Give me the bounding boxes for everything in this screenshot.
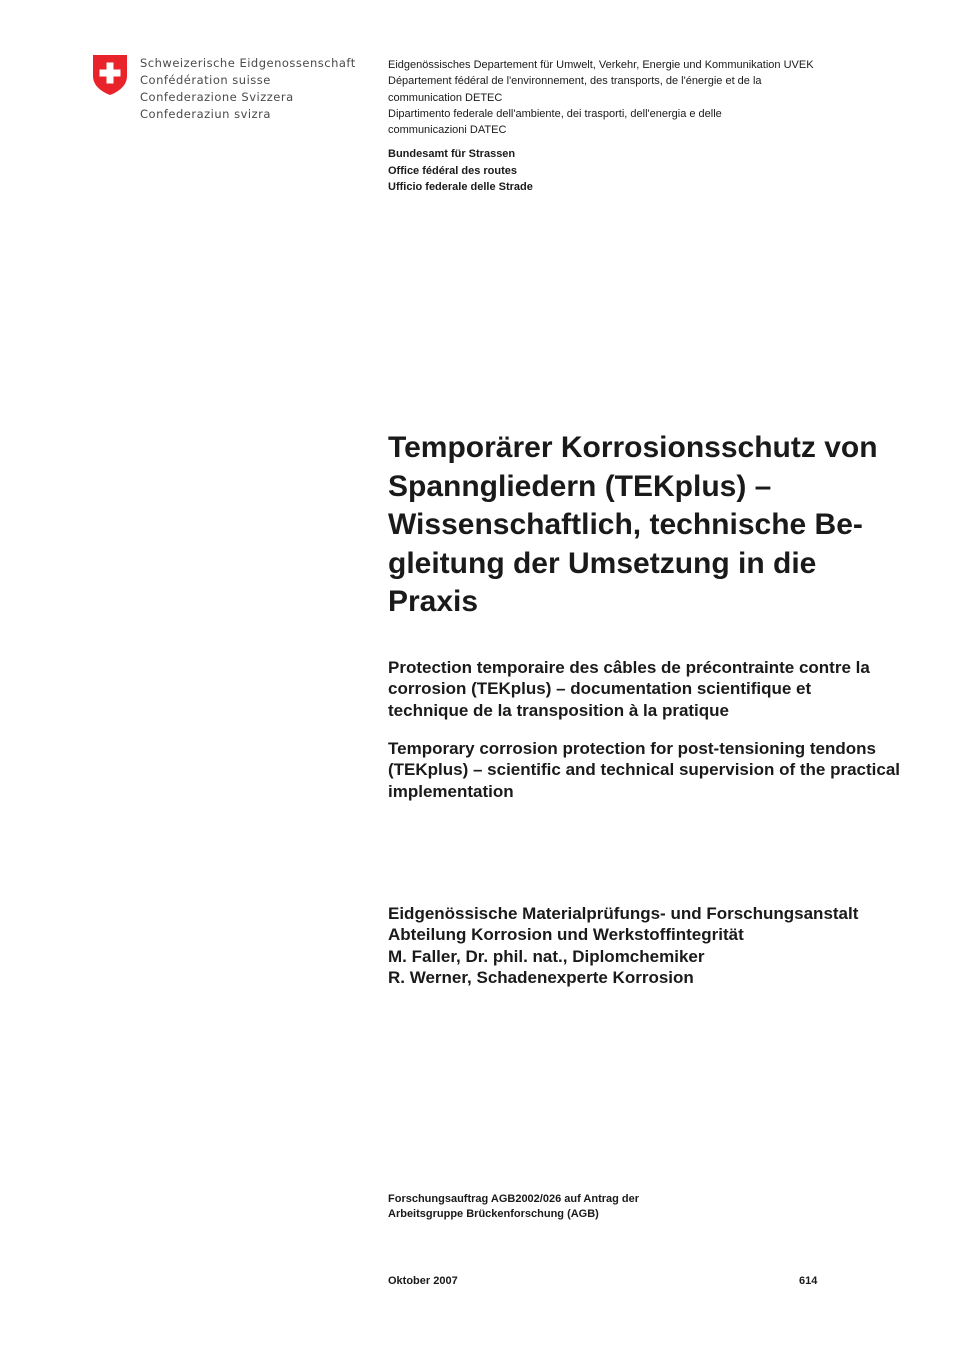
author-name: R. Werner, Schadenexperte Korrosion (388, 967, 694, 987)
office-name-fr: Office fédéral des routes (388, 164, 517, 177)
subtitle-line: Protection temporaire des câbles de précontrainte contre la (388, 658, 870, 677)
research-order (388, 1192, 639, 1222)
department-line: communication DETEC (388, 91, 503, 104)
department-line: Eidgenössisches Departement für Umwelt, Verkehr, Energie und Kommunikation UVEK (388, 59, 814, 71)
title-line: Wissenschaftlich, technische Be- (388, 508, 863, 541)
department-name: Abteilung Korrosion und Werkstoffintegrität (388, 925, 744, 945)
department-block (388, 57, 888, 138)
report-title (388, 429, 948, 622)
publication-date: Oktober 2007 (388, 1275, 458, 1287)
subtitle-line: technique de la transposition à la pratique (388, 700, 730, 720)
subtitle-line: (TEKplus) – scientific and technical supervision of the practical (388, 760, 901, 780)
swiss-shield-icon (92, 54, 128, 96)
subtitle-english (388, 738, 948, 802)
subtitle-french (388, 657, 948, 721)
office-block (388, 146, 533, 196)
swiss-coat-of-arms-logo (92, 54, 128, 96)
research-order-line: Forschungsauftrag AGB2002/026 auf Antrag der (388, 1193, 640, 1205)
author-name: M. Faller, Dr. phil. nat., Diplomchemiker (388, 946, 705, 966)
department-line: communicazioni DATEC (388, 124, 507, 137)
report-number: 614 (799, 1275, 818, 1287)
confederation-name-de: Schweizerische Eidgenossenschaft (140, 56, 356, 70)
subtitle-line: Temporary corrosion protection for post-tensioning tendons (388, 739, 876, 758)
subtitle-line: corrosion (TEKplus) – documentation scientifique et (388, 679, 812, 699)
office-name-it: Ufficio federale delle Strade (388, 181, 533, 193)
subtitle-line: implementation (388, 781, 514, 801)
institution-name: Eidgenössische Materialprüfungs- und Forschungsanstalt (388, 904, 859, 923)
research-order-line: Arbeitsgruppe Brückenforschung (AGB) (388, 1208, 599, 1220)
confederation-name-rm: Confederaziun svizra (140, 107, 271, 121)
title-line: Praxis (388, 585, 479, 618)
title-line: gleitung der Umsetzung in die (388, 546, 817, 580)
title-line: Temporärer Korrosionsschutz von (388, 431, 878, 464)
office-name-de: Bundesamt für Strassen (388, 148, 516, 160)
confederation-names (140, 55, 356, 123)
authors-block (388, 903, 948, 988)
title-line: Spanngliedern (TEKplus) – (388, 469, 772, 503)
confederation-name-fr: Confédération suisse (140, 73, 271, 87)
department-line: Dipartimento federale dell'ambiente, dei trasporti, dell'energia e delle (388, 107, 722, 120)
confederation-name-it: Confederazione Svizzera (140, 90, 294, 104)
department-line: Département fédéral de l'environnement, des transports, de l'énergie et de la (388, 75, 762, 88)
